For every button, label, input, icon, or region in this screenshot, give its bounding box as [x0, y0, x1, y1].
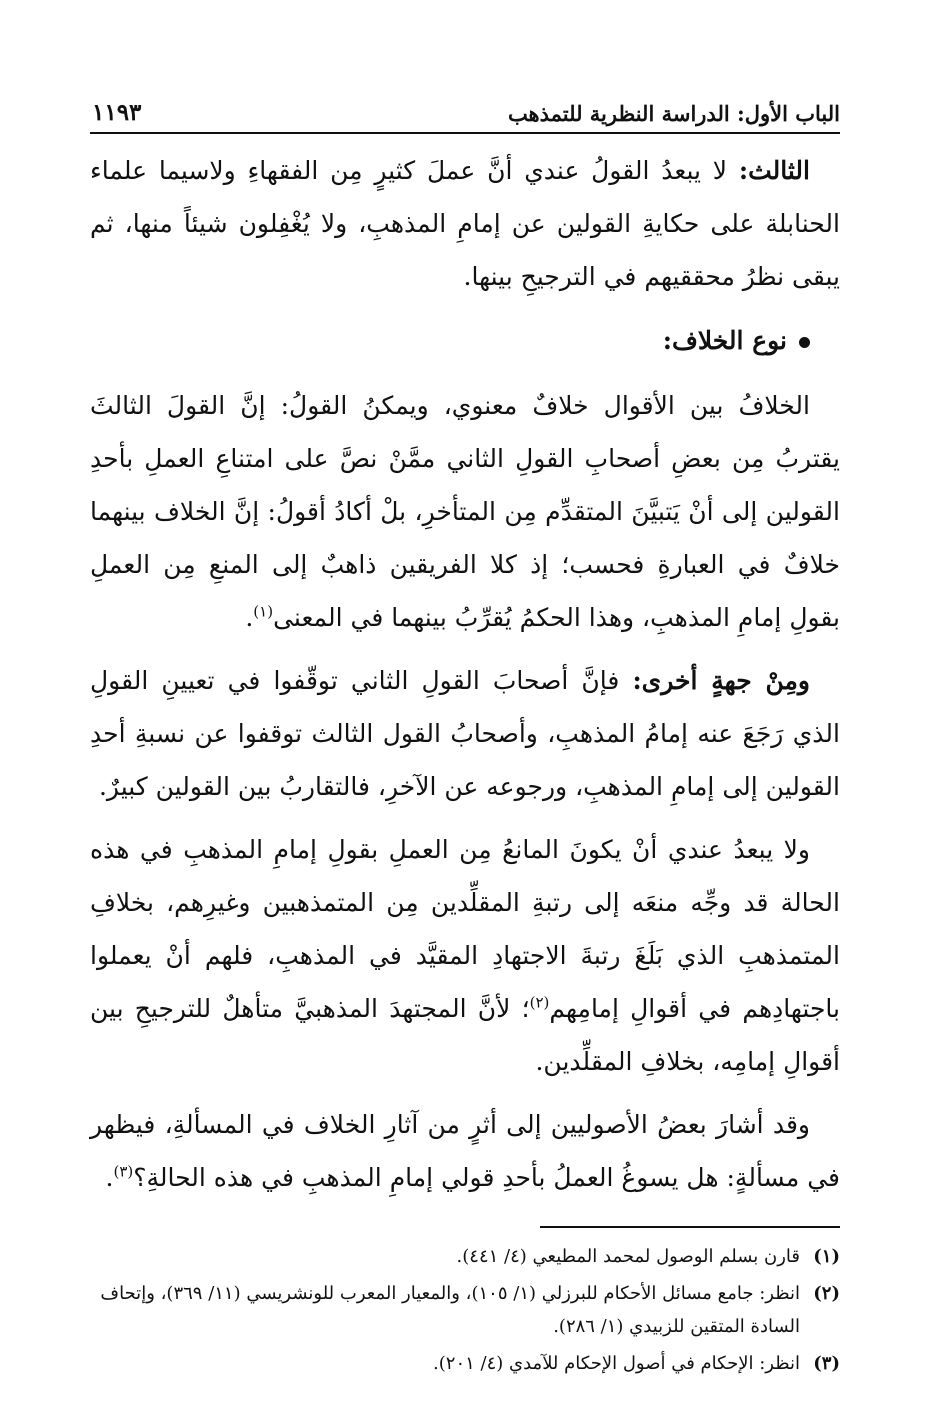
page-header	[90, 92, 840, 134]
section-heading	[90, 313, 840, 369]
footnote-ref-1[interactable]: (١)	[253, 602, 274, 621]
page-number: ١١٩٣	[92, 99, 142, 126]
paragraph-text: لا يبعدُ القولُ عندي أنَّ عملَ كثيرٍ مِن الفقهاءِ ولاسيما علماء الحنابلة على حكايةِ القولين عن إمامِ المذهبِ، ولا يُغْفِلون شيئاً منها، ثم يبقى نظرُ محققيهم في الترجيحِ بينها.	[90, 156, 840, 291]
footnote-text: انظر: الإحكام في أصول الإحكام للآمدي (٤/ ٢٠١).	[433, 1353, 800, 1374]
paragraph-end: ؛ لأنَّ المجتهدَ المذهبيَّ متأهلٌ للترجيحِ بين أقوالِ إمامِه، بخلافِ المقلِّدين.	[90, 994, 840, 1076]
footnote-number: (١)	[813, 1246, 840, 1267]
footnote-ref-3[interactable]: (٣)	[113, 1162, 134, 1181]
footnote-item	[90, 1240, 840, 1273]
paragraph-lead: الثالث:	[738, 156, 810, 185]
book-page	[90, 92, 840, 1384]
paragraph-text: وقد أشارَ بعضُ الأصوليين إلى أثرٍ من آثارِ الخلاف في المسألةِ، فيظهر في مسألةٍ: هل يسوغُ العملُ بأحدِ قولي إمامِ المذهبِ في هذه الحالةِ؟	[90, 1110, 840, 1192]
paragraph-text: الخلافُ بين الأقوال خلافٌ معنوي، ويمكنُ القولُ: إنَّ القولَ الثالثَ يقتربُ مِن بعضِ أصحابِ القولِ الثاني ممَّنْ نصَّ على امتناعِ العملِ بأحدِ القولين إلى أنْ يَتبيَّنَ المتقدِّم مِن المتأخرِ، بلْ أكادُ أقولُ: إنَّ الخلاف بينهما خلافٌ في العبارةِ فحسب؛ إذ كلا الفريقين ذاهبٌ إلى المنعِ مِن العملِ بقولِ إمامِ المذهبِ، وهذا الحكمُ يُقرِّبُ بينهما في المعنى	[90, 391, 841, 632]
paragraph-text: فإنَّ أصحابَ القولِ الثاني توقّفوا في تعيينِ القولِ الذي رَجَعَ عنه إمامُ المذهبِ، وأصحابُ القول الثالث توقفوا عن نسبةِ أحدِ القولين إلى إمامِ المذهبِ، ورجوعه عن الآخرِ، فالتقاربُ بين القولين كبيرٌ.	[90, 666, 840, 801]
footnote-number: (٢)	[813, 1283, 840, 1304]
running-title: الباب الأول: الدراسة النظرية للتمذهب	[507, 101, 840, 126]
footnote-item	[90, 1277, 840, 1343]
paragraph-third-opinion	[90, 144, 840, 303]
paragraph-restricted-mujtahid	[90, 823, 840, 1088]
paragraph-text: ولا يبعدُ عندي أنْ يكونَ المانعُ مِن العملِ بقولِ إمامِ المذهبِ في هذه الحالة قد وجِّه منعَه إلى رتبةِ المقلِّدين مِن المتمذهبين وغيرِهم، بخلافِ المتمذهبِ الذي بَلَغَ رتبةَ الاجتهادِ المقيَّد في المذهبِ، فلهم أنْ يعملوا باجتهادِهم في أقوالِ إمامِهم	[90, 835, 840, 1023]
bullet-icon	[799, 337, 810, 348]
footnotes	[90, 1240, 840, 1380]
paragraph-effect-of-dispute	[90, 1098, 840, 1204]
footnote-text: قارن بسلم الوصول لمحمد المطيعي (٤/ ٤٤١).	[456, 1246, 800, 1267]
footnote-divider	[540, 1226, 840, 1228]
footnote-number: (٣)	[813, 1353, 840, 1374]
section-heading-text: نوع الخلاف:	[662, 326, 787, 355]
footnote-text: انظر: جامع مسائل الأحكام للبرزلي (١/ ١٠٥)، والمعيار المعرب للونشريسي (١١/ ٣٦٩)، وإتحاف السادة المتقين للزبيدي (١/ ٢٨٦).	[100, 1283, 800, 1337]
footnote-item	[90, 1347, 840, 1380]
paragraph-dispute-type	[90, 379, 840, 644]
paragraph-lead: ومِنْ جهةٍ أخرى:	[632, 666, 810, 695]
footnote-ref-2[interactable]: (٢)	[529, 993, 550, 1012]
main-text	[90, 144, 840, 1204]
paragraph-end: .	[105, 1163, 114, 1192]
paragraph-other-aspect	[90, 654, 840, 813]
paragraph-end: .	[245, 603, 254, 632]
